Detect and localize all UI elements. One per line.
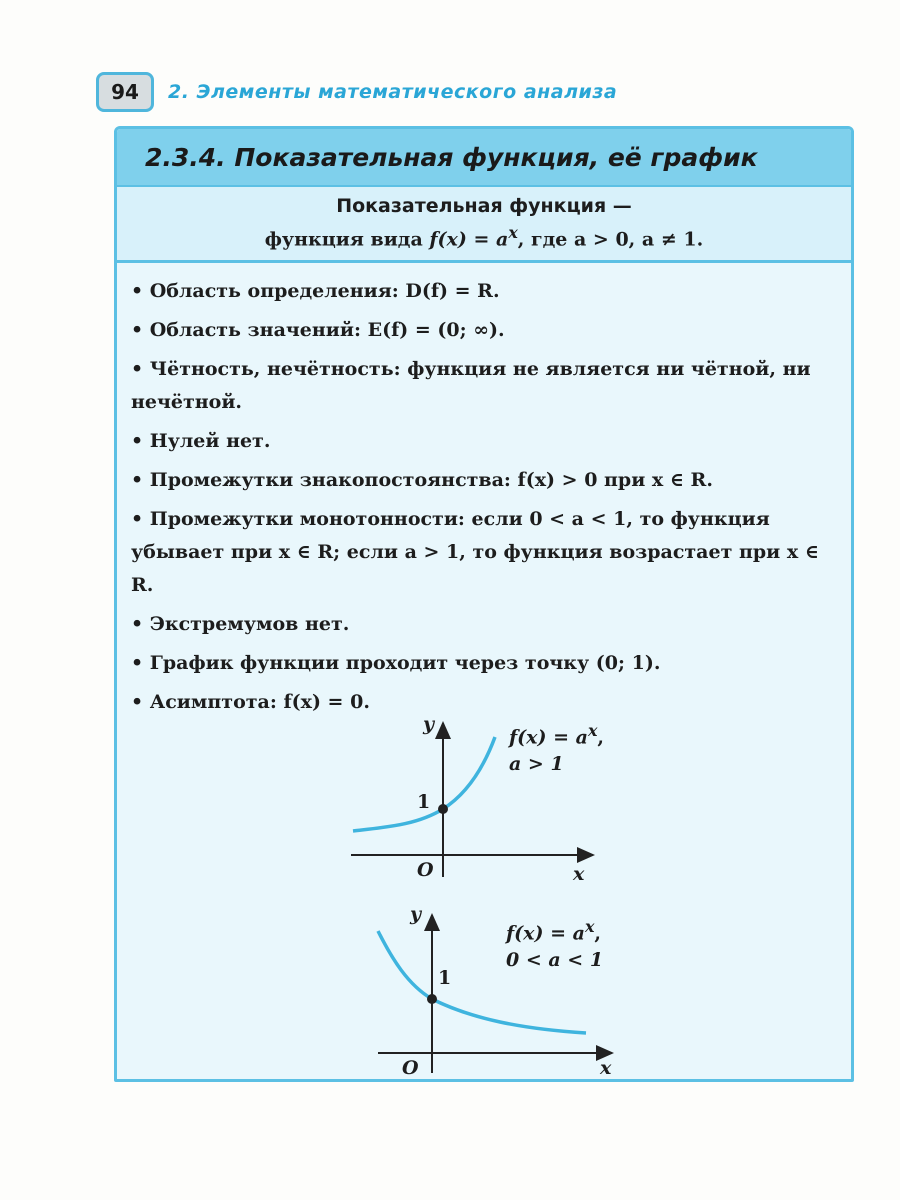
property-domain: • Область определения: D(f) = R. bbox=[131, 280, 500, 302]
curve-decreasing bbox=[378, 931, 586, 1033]
property-extrema: • Экстремумов нет. bbox=[131, 613, 350, 635]
formula-sup: x bbox=[584, 917, 595, 936]
graph-decreasing bbox=[372, 899, 752, 1079]
section-box bbox=[114, 126, 854, 1082]
definition-formula-sup: x bbox=[508, 223, 518, 242]
one-label: 1 bbox=[417, 791, 431, 813]
definition-term: Показательная функция — bbox=[336, 195, 632, 217]
origin-label: O bbox=[417, 859, 434, 881]
page-header bbox=[96, 72, 617, 112]
condition-label: a > 1 bbox=[509, 753, 564, 775]
property-monotonicity: • Промежутки монотонности: если 0 < a < 1, то функция убывает при x ∈ R; если a > 1, то функция возрастает при x ∈ R. bbox=[131, 508, 819, 596]
formula-sup: x bbox=[587, 721, 598, 740]
definition-line bbox=[117, 223, 851, 250]
y-label: y bbox=[410, 903, 422, 925]
one-label: 1 bbox=[438, 967, 452, 989]
definition-block bbox=[117, 187, 851, 263]
definition-formula: f(x) = a bbox=[429, 228, 509, 251]
section-title: 2.3.4. Показательная функция, её график bbox=[117, 129, 851, 187]
origin-label: O bbox=[402, 1057, 419, 1079]
property-sign: • Промежутки знакопостоянства: f(x) > 0 при x ∈ R. bbox=[131, 469, 713, 491]
property-asymptote: • Асимптота: f(x) = 0. bbox=[131, 691, 370, 713]
property-point: • График функции проходит через точку (0; 1). bbox=[131, 652, 661, 674]
x-label: x bbox=[600, 1057, 612, 1079]
point-0-1 bbox=[438, 804, 448, 814]
page-number: 94 bbox=[96, 72, 154, 112]
formula-label bbox=[506, 917, 601, 944]
formula-label bbox=[509, 721, 604, 748]
definition-text-post: , где a > 0, a ≠ 1. bbox=[517, 228, 704, 251]
point-0-1 bbox=[427, 994, 437, 1004]
formula-text: f(x) = a bbox=[509, 726, 588, 749]
condition-label: 0 < a < 1 bbox=[506, 949, 604, 971]
definition-text-pre: функция вида bbox=[264, 228, 430, 251]
y-label: y bbox=[423, 713, 435, 735]
property-zeros: • Нулей нет. bbox=[131, 430, 271, 452]
formula-tail: , bbox=[594, 922, 602, 945]
x-label: x bbox=[573, 863, 585, 885]
property-parity: • Чётность, нечётность: функция не является ни чётной, ни нечётной. bbox=[131, 358, 811, 413]
graph-increasing bbox=[347, 713, 727, 887]
property-range: • Область значений: E(f) = (0; ∞). bbox=[131, 319, 505, 341]
formula-text: f(x) = a bbox=[506, 922, 585, 945]
curve-increasing bbox=[353, 737, 495, 831]
chapter-title: 2. Элементы математического анализа bbox=[168, 81, 618, 103]
formula-tail: , bbox=[597, 726, 605, 749]
